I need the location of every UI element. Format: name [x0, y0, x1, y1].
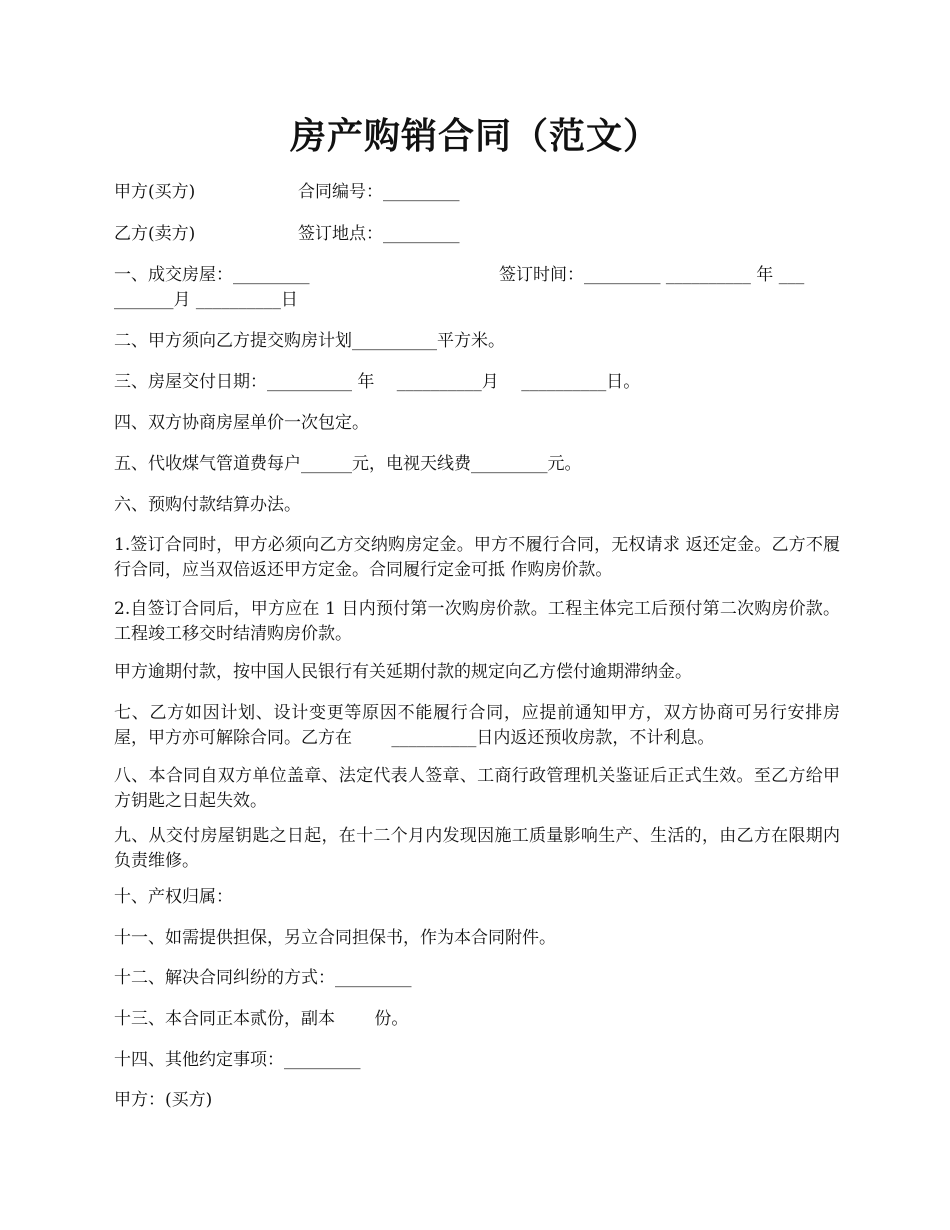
sign-time-field: 签订时间：_________ __________ 年 ___	[499, 265, 805, 285]
contract-number-field: 合同编号：_________	[298, 182, 460, 202]
document-title: 房产购销合同（范文）	[289, 115, 660, 157]
clause-6-item-1: 1.签订合同时，甲方必须向乙方交纳购房定金。甲方不履行合同，无权请求 返还定金。乙方不履行合同，应当双倍返还甲方定金。合同履行定金可抵 作购房价款。	[114, 535, 840, 580]
clause-6: 六、预购付款结算办法。	[114, 495, 301, 515]
party-a-label: 甲方(买方)	[114, 182, 196, 202]
clause-11: 十一、如需提供担保，另立合同担保书，作为本合同附件。	[114, 928, 556, 948]
clause-1-row	[114, 263, 840, 288]
sign-place-field: 签订地点：_________	[298, 224, 460, 244]
clause-5: 五、代收煤气管道费每户______元，电视天线费_________元。	[114, 454, 582, 474]
clause-8: 八、本合同自双方单位盖章、法定代表人签章、工商行政管理机关鉴证后正式生效。至乙方给甲方钥匙之日起失效。	[114, 766, 840, 811]
sign-time-continued: _______月 __________日	[114, 290, 298, 310]
clause-10: 十、产权归属：	[114, 887, 233, 907]
clause-12: 十二、解决合同纠纷的方式：_________	[114, 968, 412, 988]
clause-6-item-2: 2.自签订合同后，甲方应在 1 日内预付第一次购房价款。工程主体完工后预付第二次购房价款。工程竣工移交时结清购房价款。	[114, 599, 840, 644]
clause-7: 七、乙方如因计划、设计变更等原因不能履行合同，应提前通知甲方，双方协商可另行安排房屋，甲方亦可解除合同。乙方在 __________日内返还预收房款，不计利息。	[114, 703, 840, 748]
clause-2: 二、甲方须向乙方提交购房计划__________平方米。	[114, 331, 505, 351]
header-row-party-a	[114, 180, 840, 205]
clause-4: 四、双方协商房屋单价一次包定。	[114, 413, 369, 433]
party-a-signature-label: 甲方：(买方)	[114, 1090, 213, 1110]
header-row-party-b	[114, 222, 840, 247]
clause-14: 十四、其他约定事项：_________	[114, 1050, 361, 1070]
clause-13: 十三、本合同正本贰份，副本 份。	[114, 1009, 409, 1029]
party-b-label: 乙方(卖方)	[114, 224, 196, 244]
clause-1-house: 一、成交房屋：_________	[114, 265, 310, 285]
clause-9: 九、从交付房屋钥匙之日起，在十二个月内发现因施工质量影响生产、生活的，由乙方在限期内负责维修。	[114, 826, 840, 871]
clause-3: 三、房屋交付日期：__________ 年 __________月 __________日。	[114, 372, 641, 392]
late-payment-note: 甲方逾期付款，按中国人民银行有关延期付款的规定向乙方偿付逾期滞纳金。	[114, 662, 692, 682]
